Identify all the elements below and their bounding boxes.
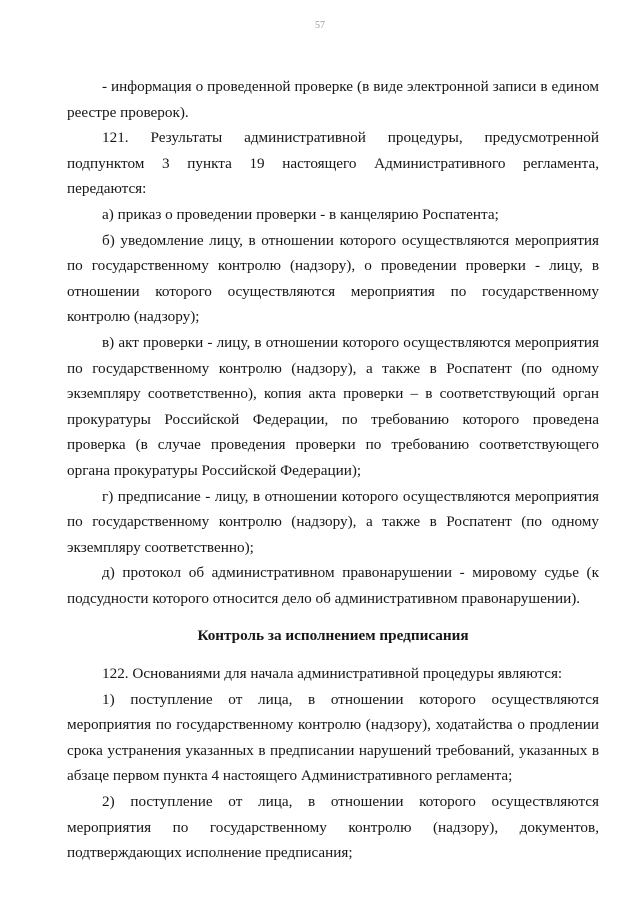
- list-item-v: в) акт проверки - лицу, в отношении которого осуществляются мероприятия по государственному контролю (надзору), а также в Роспатент (по одному экземпляру соответственно), копия акта проверки – в соответствующий орган прокуратуры Российской Федерации, по требованию которого проведена проверка (в случае проведения проверки по требованию соответствующего органа прокуратуры Российской Федерации);: [67, 333, 599, 479]
- page-number: 57: [315, 20, 325, 31]
- section-heading: Контроль за исполнением предписания: [197, 627, 469, 645]
- list-item-a: а) приказ о проведении проверки - в канцелярию Роспатента;: [102, 205, 499, 223]
- list-item-d: д) протокол об административном правонарушении - мировому судье (к подсудности которого относится дело об административном правонарушении).: [67, 564, 599, 607]
- list-item-1: 1) поступление от лица, в отношении которого осуществляются мероприятия по государственному контролю (надзору), ходатайства о продлении срока устранения указанных в предписании нарушений требований, указанных в абзаце первом пункта 4 настоящего Административного регламента;: [67, 690, 599, 785]
- list-item-2: 2) поступление от лица, в отношении которого осуществляются мероприятия по государственному контролю (надзору), документов, подтверждающих исполнение предписания;: [67, 793, 599, 862]
- list-item-b: б) уведомление лицу, в отношении которого осуществляются мероприятия по государственному контролю (надзору), о проведении проверки - лицу, в отношении которого осуществляются мероприятия по государственному контролю (надзору);: [67, 231, 599, 326]
- document-body: [67, 74, 599, 866]
- paragraph-121: 121. Результаты административной процедуры, предусмотренной подпунктом 3 пункта 19 настоящего Административного регламента, передаются:: [67, 129, 599, 198]
- list-item-g: г) предписание - лицу, в отношении которого осуществляются мероприятия по государственному контролю (надзору), а также в Роспатент (по одному экземпляру соответственно);: [67, 487, 599, 556]
- paragraph-122: 122. Основаниями для начала административной процедуры являются:: [102, 665, 563, 683]
- paragraph-inspection-info: - информация о проведенной проверке (в виде электронной записи в едином реестре проверок).: [67, 78, 599, 121]
